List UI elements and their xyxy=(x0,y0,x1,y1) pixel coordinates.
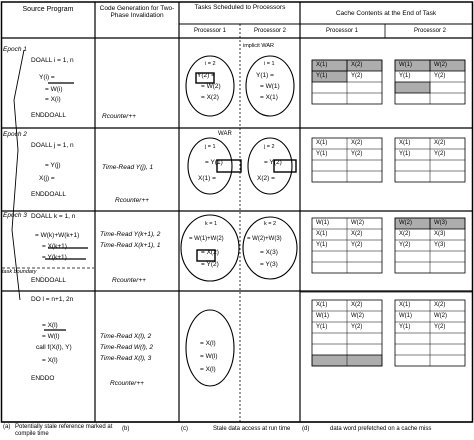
cache-cell: X(1) xyxy=(316,231,328,237)
epoch-label-1: Epoch 1 xyxy=(3,46,27,53)
task-stmt: = W(1) xyxy=(260,83,280,90)
task-stmt: Y(2) = xyxy=(197,72,215,79)
task-boundary-label: task boundary xyxy=(2,269,37,275)
cache-cell: Y(1) xyxy=(399,324,411,330)
epoch-timeline xyxy=(12,50,24,300)
task-circle xyxy=(186,310,234,386)
cache-cell: X(2) xyxy=(351,302,363,308)
task-stmt: Y(1) = xyxy=(256,72,274,79)
cache-cell: Y(1) xyxy=(399,151,411,157)
caption-a-label: (a) xyxy=(3,424,11,430)
cache-cell: Y(2) xyxy=(434,324,446,330)
caption-a-text: Potentially stale reference marked at compile time xyxy=(15,424,113,437)
source-stmt: = X(i) xyxy=(45,96,61,103)
header-source: Source Program xyxy=(22,6,74,13)
source-stmt: = Y(k+1) xyxy=(42,254,67,261)
codegen-stmt: Rcounter++ xyxy=(115,197,149,204)
epoch-label-2: Epoch 2 xyxy=(3,131,27,138)
source-stmt: = W(l) xyxy=(42,333,60,340)
source-stmt: Y(i) = xyxy=(39,74,55,81)
source-stmt: X(j) = xyxy=(39,175,55,182)
cache-cell: W(3) xyxy=(434,220,447,226)
task-circles xyxy=(181,56,297,386)
task-stmt: = W(1)+W(2) xyxy=(189,236,224,242)
task-stmt: k = 2 xyxy=(264,221,277,227)
cache-cell: Y(1) xyxy=(316,73,328,79)
task-stmt: i = 2 xyxy=(205,61,216,67)
cache-cell: Y(2) xyxy=(399,242,411,248)
codegen-stmt: Time-Read Y(k+1), 2 xyxy=(100,231,161,238)
cache-cell: Y(1) xyxy=(316,324,328,330)
task-stmt: i = 1 xyxy=(264,61,275,67)
source-stmt: ENDDOALL xyxy=(31,112,67,119)
cache-cell: X(1) xyxy=(316,302,328,308)
cache-cell: X(2) xyxy=(351,231,363,237)
cache-cell: X(2) xyxy=(351,62,363,68)
war-label: WAR xyxy=(218,131,232,137)
cache-cell: Y(1) xyxy=(316,151,328,157)
task-stmt: = W(l) xyxy=(200,353,218,360)
cache-cell: W(2) xyxy=(351,220,364,226)
task-stmt: j = 1 xyxy=(205,144,216,150)
cache-cell: Y(2) xyxy=(351,151,363,157)
source-stmt: ENDDO xyxy=(31,375,55,382)
cache-cell: X(2) xyxy=(351,140,363,146)
caption-d-text: data word prefetched on a cache miss xyxy=(330,426,432,432)
source-stmt: = Y(j) xyxy=(45,162,61,169)
source-stmt: call f(X(l), Y) xyxy=(36,344,72,351)
codegen-stmt: Time-Read X(l), 2 xyxy=(100,333,152,340)
cache-cell: Y(2) xyxy=(351,73,363,79)
cache-cell: W(1) xyxy=(316,220,329,226)
source-stmt: = X(k+1) xyxy=(42,243,67,250)
prefetched-word-shade xyxy=(312,355,382,366)
caption-d-label: (d) xyxy=(302,426,310,432)
cache-cell: Y(1) xyxy=(399,73,411,79)
prefetched-word-shade xyxy=(395,82,430,93)
caption-c-text: Stale data access at run time xyxy=(213,426,291,432)
codegen-stmt: Time-Read X(l), 3 xyxy=(100,355,152,362)
cache-cell: Y(1) xyxy=(316,242,328,248)
caption-b-label: (b) xyxy=(122,426,130,432)
cache-cell: Y(3) xyxy=(434,242,446,248)
subheader-task-p2: Processor 2 xyxy=(253,28,287,34)
codegen-stmt: Time-Read X(k+1), 1 xyxy=(100,242,161,249)
source-stmt: DOALL i = 1, n xyxy=(31,57,74,64)
cache-cell: W(1) xyxy=(399,313,412,319)
cache-cell: X(3) xyxy=(434,231,446,237)
subheader-cache-p2: Processor 2 xyxy=(413,28,447,34)
cache-cell: X(2) xyxy=(434,140,446,146)
subheader-cache-p1: Processor 1 xyxy=(325,28,359,34)
task-stmt: = W(2)+W(3) xyxy=(247,236,282,242)
source-stmt: DO l = n+1, 2n xyxy=(31,296,74,303)
caption-c-label: (c) xyxy=(181,426,188,432)
header-cache: Cache Contents at the End of Task xyxy=(335,10,437,17)
codegen-stmt: Rcounter++ xyxy=(110,380,144,387)
cache-cell: X(1) xyxy=(316,140,328,146)
source-stmt: ENDDOALL xyxy=(31,277,67,284)
task-stmt: = Y(2) xyxy=(264,159,282,166)
source-stmt: DOALL k = 1, n xyxy=(31,213,76,220)
cache-cell: X(2) xyxy=(399,231,411,237)
task-stmt: X(1) = xyxy=(198,175,216,182)
source-stmt: DOALL j = 1, n xyxy=(31,142,74,149)
source-stmt: = W(k)+W(k+1) xyxy=(35,232,80,239)
cache-cell: X(1) xyxy=(399,140,411,146)
task-stmt: = Y(1) xyxy=(205,159,223,166)
source-stmt: = W(i) xyxy=(45,86,63,93)
task-stmt: = X(2) xyxy=(201,94,219,101)
source-stmt: = X(l) xyxy=(42,322,58,329)
task-stmt: = X(l) xyxy=(200,366,216,373)
cache-cell: W(2) xyxy=(351,313,364,319)
codegen-stmt: Time-Read Y(j), 1 xyxy=(102,164,154,171)
source-stmt: = X(l) xyxy=(42,357,58,364)
task-stmt: = X(2) xyxy=(201,249,219,256)
codegen-stmt: Time-Read W(l), 2 xyxy=(100,344,154,351)
task-stmt: = X(l) xyxy=(200,340,216,347)
task-stmt: = W(2) xyxy=(201,83,221,90)
cache-cell: W(2) xyxy=(434,313,447,319)
header-codegen: Code Generation for Two-Phase Invalidation xyxy=(99,5,175,20)
cache-cell: Y(2) xyxy=(434,151,446,157)
cache-cell: Y(2) xyxy=(351,242,363,248)
annotation-marks xyxy=(44,60,465,366)
header-tasks: Tasks Scheduled to Processors xyxy=(194,4,286,11)
task-stmt: = X(1) xyxy=(260,94,278,101)
codegen-stmt: Rcounter++ xyxy=(112,277,146,284)
cache-cell: Y(2) xyxy=(434,73,446,79)
task-stmt: k = 1 xyxy=(205,221,218,227)
cache-cell: W(2) xyxy=(399,220,412,226)
subheader-task-p1: Processor 1 xyxy=(193,28,227,34)
cache-cell: X(2) xyxy=(434,302,446,308)
cache-cell: Y(2) xyxy=(351,324,363,330)
cache-cell: X(1) xyxy=(399,302,411,308)
task-stmt: = Y(3) xyxy=(260,261,278,268)
implicit-war-label: implicit WAR xyxy=(243,43,274,49)
cache-cell: X(1) xyxy=(316,62,328,68)
cache-cell: W(1) xyxy=(399,62,412,68)
source-stmt: ENDDOALL xyxy=(31,191,67,198)
task-stmt: = Y(2) xyxy=(201,261,219,268)
task-stmt: = X(3) xyxy=(260,249,278,256)
task-stmt: j = 2 xyxy=(264,144,275,150)
codegen-stmt: Rcounter++ xyxy=(102,113,136,120)
cache-grids xyxy=(312,60,465,366)
cache-cell: W(2) xyxy=(434,62,447,68)
epoch-label-3: Epoch 3 xyxy=(3,212,27,219)
cache-cell: W(1) xyxy=(316,313,329,319)
task-stmt: X(2) = xyxy=(257,175,275,182)
